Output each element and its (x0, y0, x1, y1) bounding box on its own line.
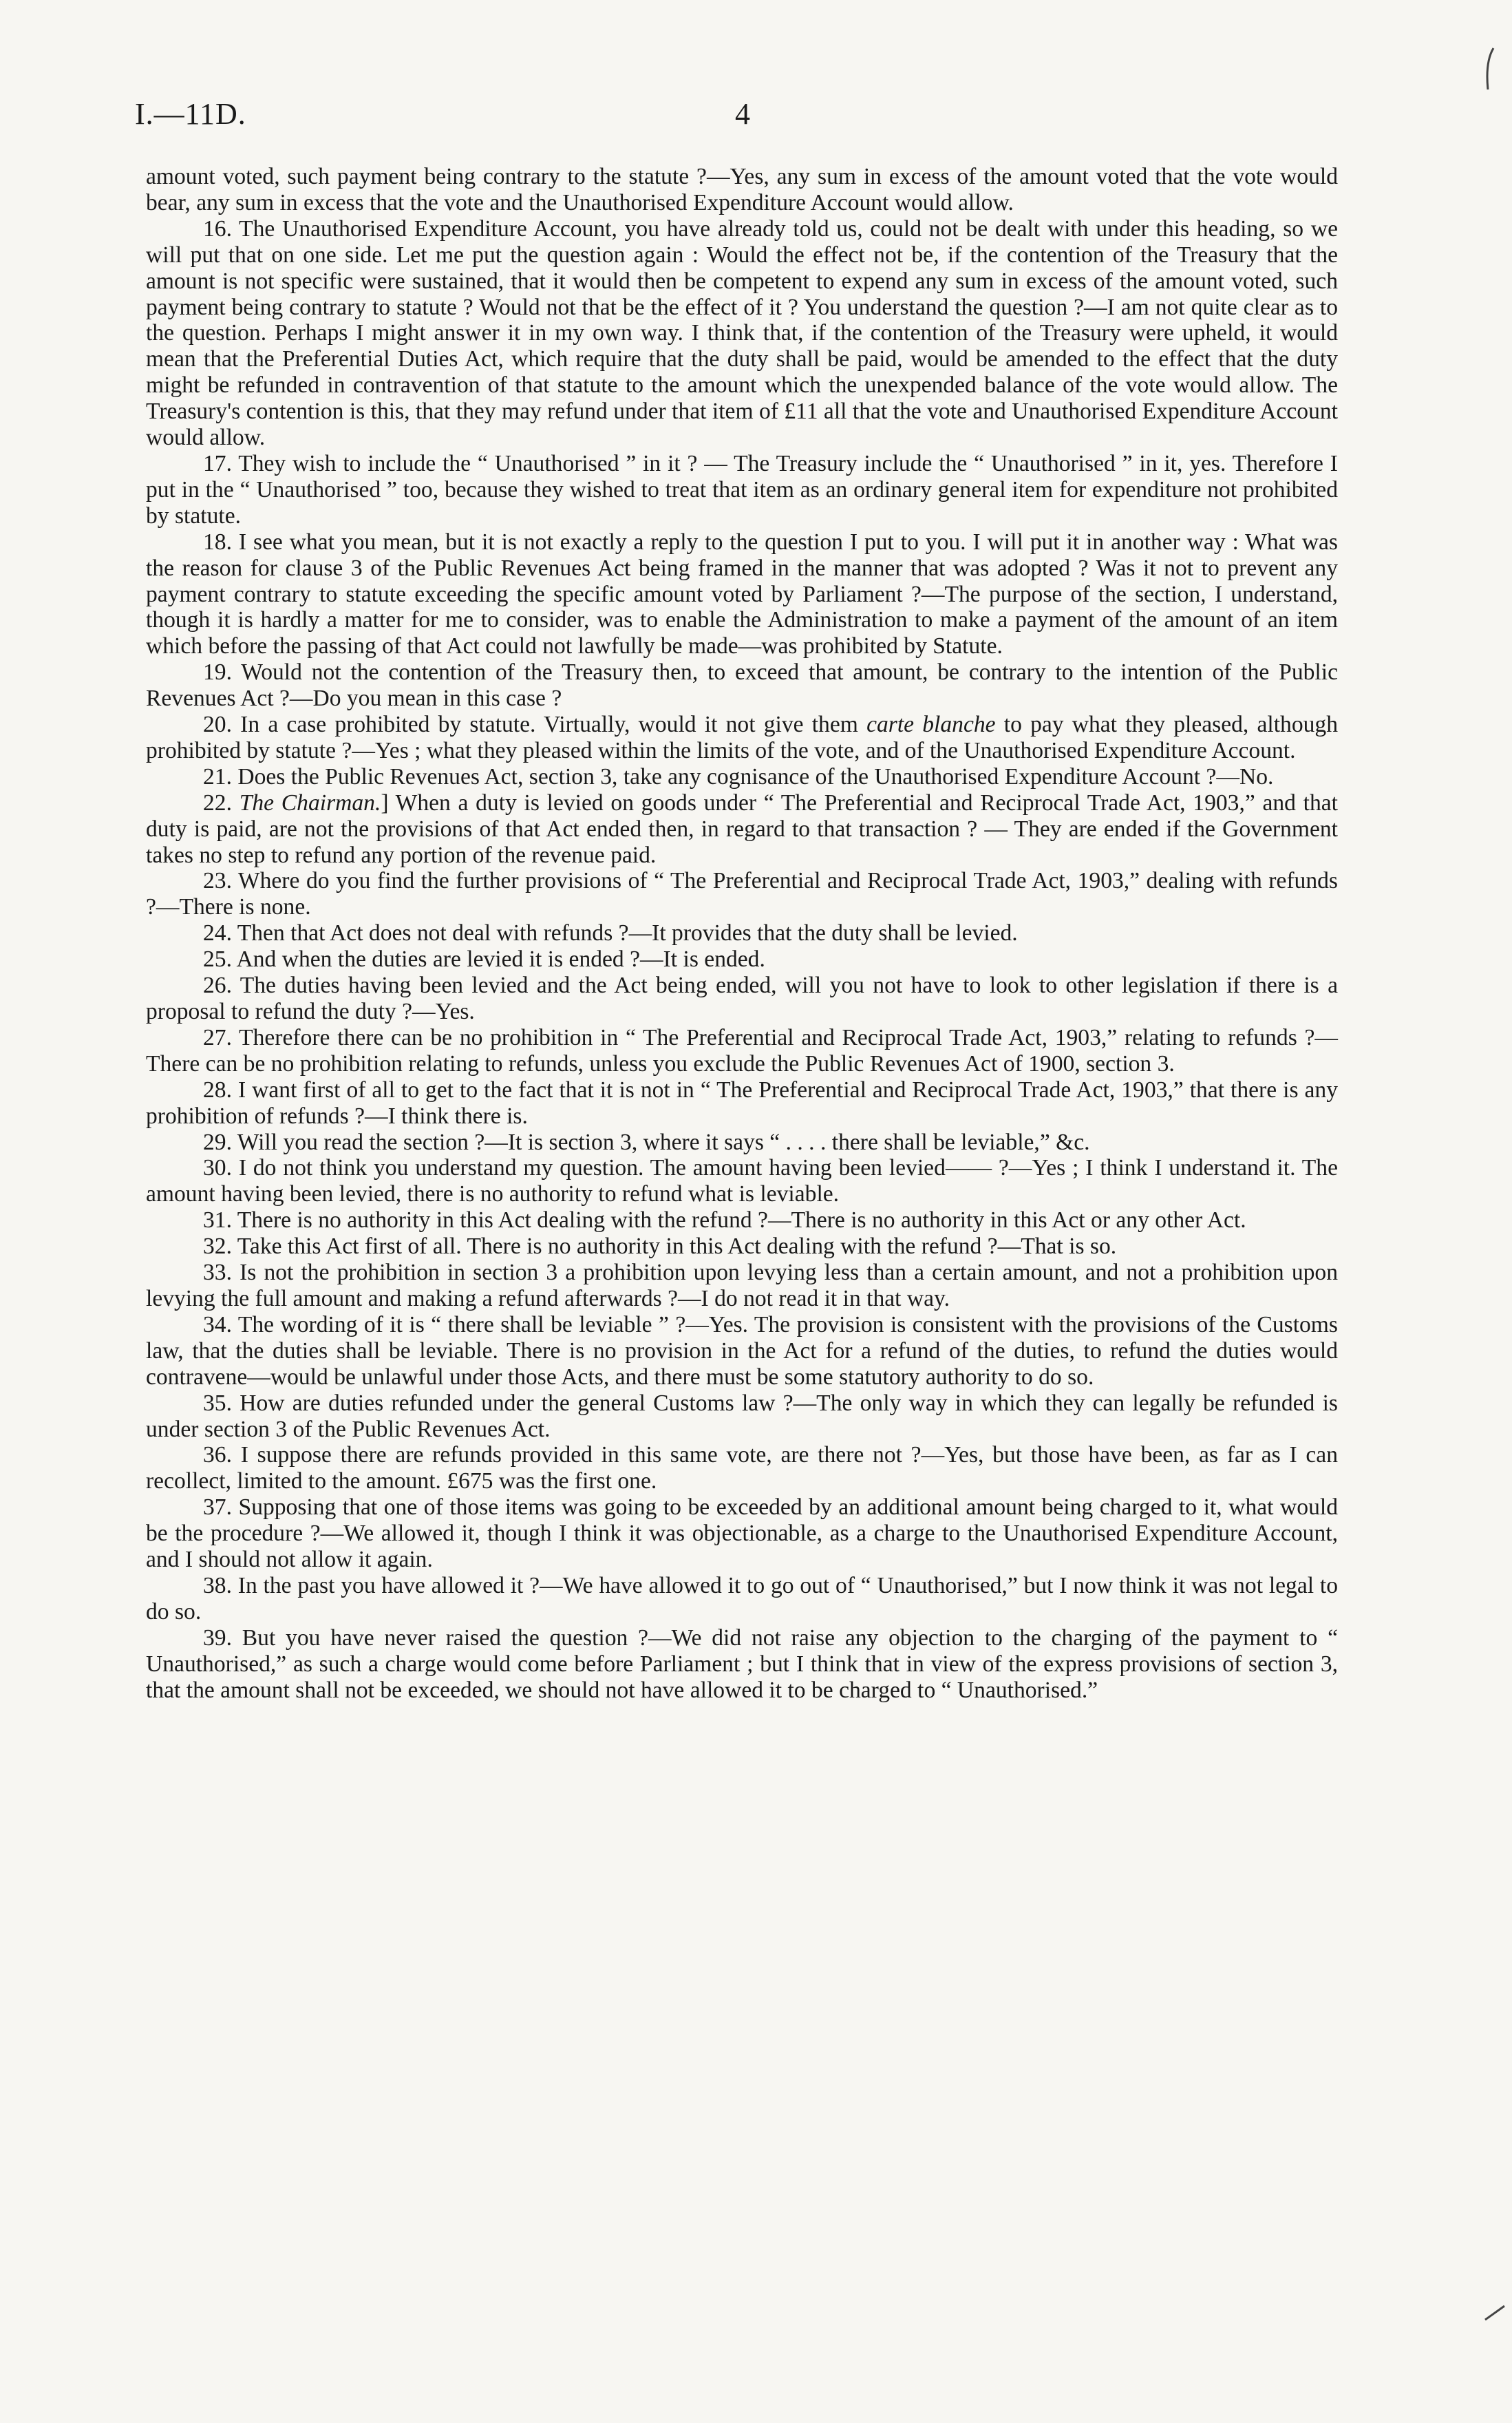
paragraph: 20. In a case prohibited by statute. Virtually, would it not give them carte blanche to pay what they pleased, although prohibited by statute ?—Yes ; what they pleased within the limits of the vote, and of the Unauthorised Expenditure Account. (146, 712, 1338, 763)
page-header (135, 96, 1346, 138)
testimony-text (146, 164, 1338, 1703)
page-number: 4 (735, 97, 750, 131)
paragraph: 29. Will you read the section ?—It is section 3, where it says “ . . . . there shall be leviable,” &c. (203, 1129, 1090, 1155)
paragraph: 21. Does the Public Revenues Act, section 3, take any cognisance of the Unauthorised Expenditure Account ?—No. (203, 763, 1274, 790)
paragraph: 22. The Chairman.] When a duty is levied on goods under “ The Preferential and Reciprocal Trade Act, 1903,” and that duty is paid, are not the provisions of that Act ended then, in regard to that transaction ? — They are ended if the Government takes no step to refund any portion of the revenue paid. (146, 790, 1338, 868)
paragraph: 33. Is not the prohibition in section 3 a prohibition upon levying less than a certain amount, and not a prohibition upon levying the full amount and making a refund afterwards ?—I do not read it in that way. (146, 1260, 1338, 1311)
paragraph: 36. I suppose there are refunds provided in this same vote, are there not ?—Yes, but those have been, as far as I can recollect, limited to the amount. £675 was the first one. (146, 1442, 1338, 1494)
paragraph: 25. And when the duties are levied it is ended ?—It is ended. (203, 946, 765, 973)
paragraph: 27. Therefore there can be no prohibition in “ The Preferential and Reciprocal Trade Act, 1903,” relating to refunds ?—There can be no prohibition relating to refunds, unless you exclude the Public Revenues Act of 1900, section 3. (146, 1024, 1338, 1077)
paragraph: 34. The wording of it is “ there shall be leviable ” ?—Yes. The provision is consistent with the provisions of the Customs law, that the duties shall be leviable. There is no provision in the Act for a refund of the duties, to refund the duties would contravene—would be unlawful under those Acts, and there must be some statutory authority to do so. (146, 1311, 1338, 1390)
document-reference: I.—11D. (135, 97, 246, 131)
paragraph: 23. Where do you find the further provisions of “ The Preferential and Reciprocal Trade Act, 1903,” dealing with refunds ?—There is none. (146, 868, 1338, 920)
paragraph: 18. I see what you mean, but it is not exactly a reply to the question I put to you. I will put it in another way : What was the reason for clause 3 of the Public Revenues Act being framed in the manner that was adopted ? Was it not to prevent any payment contrary to statute exceeding the specific amount voted by Parliament ?—The purpose of the section, I understand, though it is hardly a matter for me to consider, was to enable the Administration to make a payment of the amount of an item which before the passing of that Act could not lawfully be made—was prohibited by Statute. (146, 529, 1338, 659)
paragraph: amount voted, such payment being contrary to the statute ?—Yes, any sum in excess of the amount voted that the vote would bear, any sum in excess that the vote and the Unauthorised Expenditure Account would allow. (146, 164, 1338, 215)
paragraph: 24. Then that Act does not deal with refunds ?—It provides that the duty shall be levied. (203, 920, 1018, 946)
paragraph: 16. The Unauthorised Expenditure Account, you have already told us, could not be dealt with under this heading, so we will put that on one side. Let me put the question again : Would the effect not be, if the contention of the Treasury that the amount is not specific were sustained, that it would then be competent to expend any sum in excess of the amount voted, such payment being contrary to statute ? Would not that be the effect of it ? You understand the question ?—I am not quite clear as to the question. Perhaps I might answer it in my own way. I think that, if the contention of the Treasury were upheld, it would mean that the Preferential Duties Act, which require that the duty shall be paid, would be amended to the effect that the duty might be refunded in contravention of that statute to the amount which the unexpended balance of the vote would allow. The Treasury's contention is this, that they may refund under that item of £11 all that the vote and Unauthorised Expenditure Account would allow. (146, 215, 1338, 451)
paragraph: 31. There is no authority in this Act dealing with the refund ?—There is no authority in this Act or any other Act. (203, 1207, 1246, 1234)
paragraph: 17. They wish to include the “ Unauthorised ” in it ? — The Treasury include the “ Unauthorised ” in it, yes. Therefore I put in the “ Unauthorised ” too, because they wished to treat that item as an ordinary general item for expenditure not prohibited by statute. (146, 450, 1338, 529)
scan-edge-mark (1473, 41, 1500, 96)
paragraph: 38. In the past you have allowed it ?—We have allowed it to go out of “ Unauthorised,” but I now think it was not legal to do so. (146, 1572, 1338, 1625)
paragraph: 35. How are duties refunded under the general Customs law ?—The only way in which they can legally be refunded is under section 3 of the Public Revenues Act. (146, 1390, 1338, 1442)
paragraph: 32. Take this Act first of all. There is no authority in this Act dealing with the refund ?—That is so. (203, 1234, 1117, 1260)
paragraph: 28. I want first of all to get to the fact that it is not in “ The Preferential and Reciprocal Trade Act, 1903,” that there is any prohibition of refunds ?—I think there is. (146, 1077, 1338, 1129)
paragraph: 37. Supposing that one of those items was going to be exceeded by an additional amount being charged to it, what would be the procedure ?—We allowed it, though I think it was objectionable, as a charge to the Unauthorised Expenditure Account, and I should not allow it again. (146, 1494, 1338, 1573)
paragraph: 30. I do not think you understand my question. The amount having been levied—— ?—Yes ; I think I understand it. The amount having been levied, there is no authority to refund what is leviable. (146, 1155, 1338, 1207)
scan-edge-mark (1480, 2292, 1507, 2334)
paragraph: 26. The duties having been levied and the Act being ended, will you not have to look to other legislation if there is a proposal to refund the duty ?—Yes. (146, 973, 1338, 1024)
paragraph: 19. Would not the contention of the Treasury then, to exceed that amount, be contrary to the intention of the Public Revenues Act ?—Do you mean in this case ? (146, 659, 1338, 712)
paragraph: 39. But you have never raised the question ?—We did not raise any objection to the charging of the payment to “ Unauthorised,” as such a charge would come before Parliament ; but I think that in view of the express provisions of section 3, that the amount shall not be exceeded, we should not have allowed it to be charged to “ Unauthorised.” (146, 1625, 1338, 1703)
